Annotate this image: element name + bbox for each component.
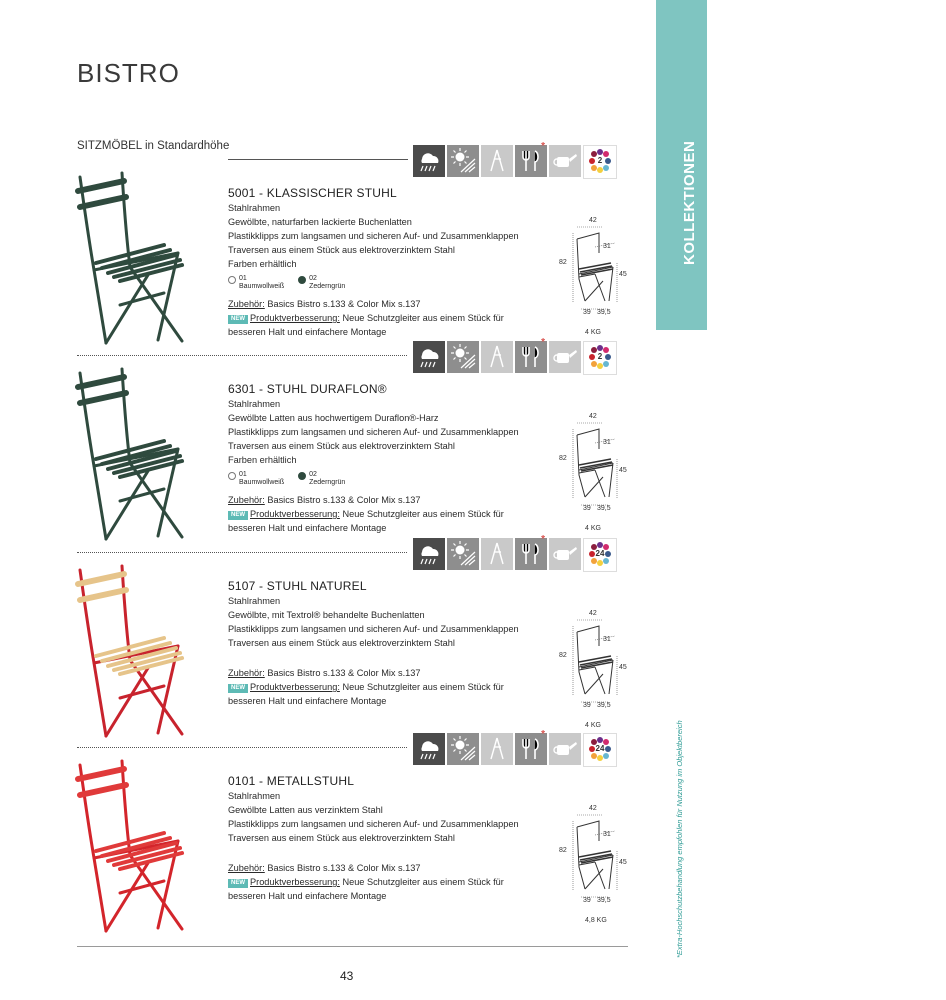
rain-icon: [413, 145, 445, 177]
product-description-line: Plastikklipps zum langsamen und sicheren Auf- und Zusammenklappen: [228, 427, 519, 437]
garden-tools-icon: [481, 733, 513, 765]
accessories-line: [228, 297, 558, 311]
asterisk-icon: *: [541, 729, 545, 740]
dim-seat-height: 45: [619, 664, 627, 671]
dim-height: 82: [559, 847, 567, 854]
care-icons: [413, 141, 617, 179]
color-swatch: [298, 275, 345, 291]
color-swatch: [298, 471, 345, 487]
garden-tools-icon: [481, 145, 513, 177]
page-number: 43: [340, 969, 354, 983]
dim-height: 82: [559, 455, 567, 462]
product-photo: [60, 165, 210, 350]
dimension-drawing: [555, 598, 645, 728]
watering-can-icon: [549, 341, 581, 373]
accessories-line: [228, 493, 558, 507]
product-title: 6301 - STUHL DURAFLON®: [228, 382, 387, 396]
improvement-text: Neue Schutzgleiter aus einem Stück für: [339, 682, 504, 692]
product-info: [228, 381, 558, 535]
accessories-line: [228, 666, 558, 680]
accessories-text: Basics Bistro s.133 & Color Mix s.137: [264, 495, 421, 505]
dimension-drawing: [555, 205, 645, 335]
dim-depth: 31: [603, 243, 611, 250]
color-palette-icon: [583, 733, 617, 767]
swatch-dot: [298, 276, 306, 284]
color-palette-icon: [583, 145, 617, 179]
improvement-text: Neue Schutzgleiter aus einem Stück für: [339, 313, 504, 323]
product-weight: 4 KG: [585, 722, 601, 729]
rain-icon: [413, 733, 445, 765]
colors-count: 24: [595, 744, 605, 753]
watering-can-icon: [549, 733, 581, 765]
dim-depth: 31: [603, 831, 611, 838]
accessories-text: Basics Bistro s.133 & Color Mix s.137: [264, 863, 421, 873]
dim-base-2: 39,5: [597, 897, 611, 904]
color-swatches: [228, 471, 558, 487]
dim-depth: 31: [603, 636, 611, 643]
cutlery-icon: [515, 141, 547, 177]
accessories-text: Basics Bistro s.133 & Color Mix s.137: [264, 299, 421, 309]
asterisk-icon: *: [541, 141, 545, 152]
product-weight: 4 KG: [585, 525, 601, 532]
dim-seat-height: 45: [619, 859, 627, 866]
product-description-line: Farben erhältlich: [228, 455, 297, 465]
improvement-line-2: besseren Halt und einfachere Montage: [228, 327, 387, 337]
new-badge: NEW: [228, 315, 248, 324]
product-weight: 4,8 KG: [585, 917, 607, 924]
accessories-label: Zubehör:: [228, 668, 265, 678]
improvement-line-2: besseren Halt und einfachere Montage: [228, 523, 387, 533]
color-swatch: [228, 275, 284, 291]
dim-depth: 31: [603, 439, 611, 446]
tab-prefix: Unsere: [894, 223, 946, 240]
dim-width: 42: [589, 217, 597, 224]
product-title: 5001 - KLASSISCHER STUHL: [228, 186, 397, 200]
tab-strong: KOLLEKTIONEN: [681, 140, 698, 265]
section-divider: [77, 355, 407, 356]
product-description-line: Gewölbte Latten aus hochwertigem Duraflon®-Harz: [228, 413, 439, 423]
product-section: [0, 141, 656, 341]
improvement-line: [228, 507, 558, 521]
product-description-line: Gewölbte, naturfarben lackierte Buchenlatten: [228, 217, 412, 227]
product-description-line: Traversen aus einem Stück aus elektroverzinktem Stahl: [228, 441, 455, 451]
product-description-line: Plastikklipps zum langsamen und sicheren Auf- und Zusammenklappen: [228, 819, 519, 829]
improvement-label: Produktverbesserung:: [250, 313, 340, 323]
sun-uv-icon: [447, 538, 479, 570]
improvement-label: Produktverbesserung:: [250, 682, 340, 692]
dim-seat-height: 45: [619, 271, 627, 278]
care-icons: [413, 534, 617, 572]
product-info: [228, 773, 558, 903]
improvement-label: Produktverbesserung:: [250, 509, 340, 519]
swatch-dot: [228, 276, 236, 284]
product-info: [228, 185, 558, 339]
collection-tab-label: [656, 0, 946, 330]
product-description-line: Gewölbte Latten aus verzinktem Stahl: [228, 805, 383, 815]
product-title: 5107 - STUHL NATUREL: [228, 579, 367, 593]
product-weight: 4 KG: [585, 329, 601, 336]
accessories-label: Zubehör:: [228, 495, 265, 505]
swatch-dot: [298, 472, 306, 480]
sun-uv-icon: [447, 733, 479, 765]
section-divider: [77, 747, 407, 748]
dim-base-1: 39: [583, 702, 591, 709]
dim-width: 42: [589, 805, 597, 812]
dim-base-1: 39: [583, 309, 591, 316]
dim-base-2: 39,5: [597, 702, 611, 709]
accessories-text: Basics Bistro s.133 & Color Mix s.137: [264, 668, 421, 678]
bottom-divider: [77, 946, 628, 947]
swatch-name: Zederngrün: [309, 479, 346, 486]
swatch-code: 02: [309, 275, 317, 282]
asterisk-icon: *: [541, 337, 545, 348]
product-title: 0101 - METALLSTUHL: [228, 774, 355, 788]
improvement-text: Neue Schutzgleiter aus einem Stück für: [339, 877, 504, 887]
dim-base-2: 39,5: [597, 309, 611, 316]
asterisk-icon: *: [541, 534, 545, 545]
improvement-line-2: besseren Halt und einfachere Montage: [228, 696, 387, 706]
swatch-code: 02: [309, 471, 317, 478]
colors-count: 2: [597, 156, 603, 165]
dim-height: 82: [559, 259, 567, 266]
color-swatches: [228, 275, 558, 291]
dim-seat-height: 45: [619, 467, 627, 474]
watering-can-icon: [549, 145, 581, 177]
product-description-line: Farben erhältlich: [228, 259, 297, 269]
dim-width: 42: [589, 610, 597, 617]
product-photo: [60, 753, 210, 938]
rain-icon: [413, 538, 445, 570]
color-palette-icon: [583, 341, 617, 375]
swatch-name: Zederngrün: [309, 283, 346, 290]
colors-count: 24: [595, 549, 605, 558]
dim-width: 42: [589, 413, 597, 420]
dimension-drawing: [555, 401, 645, 531]
new-badge: NEW: [228, 879, 248, 888]
sun-uv-icon: [447, 341, 479, 373]
garden-tools-icon: [481, 538, 513, 570]
improvement-line: [228, 875, 558, 889]
swatch-code: 01: [239, 471, 247, 478]
swatch-code: 01: [239, 275, 247, 282]
new-badge: NEW: [228, 684, 248, 693]
product-info: [228, 578, 558, 708]
product-description-line: Stahlrahmen: [228, 791, 281, 801]
accessories-label: Zubehör:: [228, 299, 265, 309]
dim-base-1: 39: [583, 897, 591, 904]
product-description-line: Stahlrahmen: [228, 399, 281, 409]
improvement-line: [228, 311, 558, 325]
dim-base-1: 39: [583, 505, 591, 512]
garden-tools-icon: [481, 341, 513, 373]
side-note: *Extra-Hochschutzbehandlung empfohlen für Nutzung im Objektbereich: [675, 720, 684, 958]
section-title: SITZMÖBEL in Standardhöhe: [77, 140, 230, 152]
section-divider: [77, 552, 407, 553]
product-description-line: Traversen aus einem Stück aus elektroverzinktem Stahl: [228, 245, 455, 255]
product-photo: [60, 361, 210, 546]
product-description-line: Stahlrahmen: [228, 596, 281, 606]
product-description-line: Gewölbte, mit Textrol® behandelte Buchenlatten: [228, 610, 425, 620]
product-photo: [60, 558, 210, 743]
color-palette-icon: [583, 538, 617, 572]
swatch-dot: [228, 472, 236, 480]
product-section: [0, 729, 656, 929]
cutlery-icon: [515, 729, 547, 765]
cutlery-icon: [515, 534, 547, 570]
color-swatch: [228, 471, 284, 487]
product-description-line: Plastikklipps zum langsamen und sicheren Auf- und Zusammenklappen: [228, 231, 519, 241]
care-icons: [413, 337, 617, 375]
dim-height: 82: [559, 652, 567, 659]
accessories-label: Zubehör:: [228, 863, 265, 873]
cutlery-icon: [515, 337, 547, 373]
product-section: [0, 337, 656, 537]
dim-base-2: 39,5: [597, 505, 611, 512]
product-description-line: Traversen aus einem Stück aus elektroverzinktem Stahl: [228, 833, 455, 843]
colors-count: 2: [597, 352, 603, 361]
swatch-name: Baumwollweiß: [239, 479, 285, 486]
product-section: [0, 534, 656, 734]
improvement-text: Neue Schutzgleiter aus einem Stück für: [339, 509, 504, 519]
dimension-drawing: [555, 793, 645, 923]
section-divider: [228, 159, 408, 160]
accessories-line: [228, 861, 558, 875]
page-title: BISTRO: [77, 58, 180, 88]
sun-uv-icon: [447, 145, 479, 177]
care-icons: [413, 729, 617, 767]
improvement-line: [228, 680, 558, 694]
swatch-name: Baumwollweiß: [239, 283, 285, 290]
improvement-label: Produktverbesserung:: [250, 877, 340, 887]
rain-icon: [413, 341, 445, 373]
new-badge: NEW: [228, 511, 248, 520]
improvement-line-2: besseren Halt und einfachere Montage: [228, 891, 387, 901]
watering-can-icon: [549, 538, 581, 570]
product-description-line: Plastikklipps zum langsamen und sicheren Auf- und Zusammenklappen: [228, 624, 519, 634]
product-description-line: Stahlrahmen: [228, 203, 281, 213]
product-description-line: Traversen aus einem Stück aus elektroverzinktem Stahl: [228, 638, 455, 648]
